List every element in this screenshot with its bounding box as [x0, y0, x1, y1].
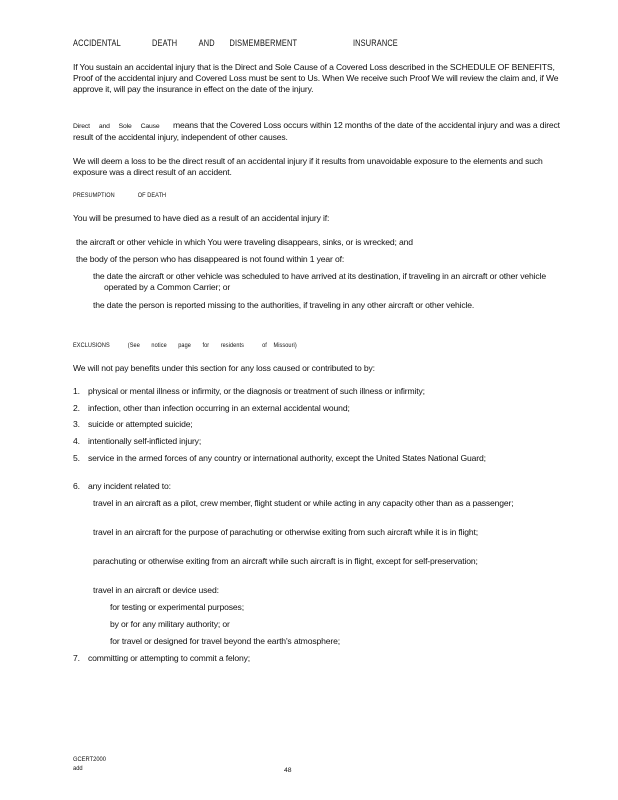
presumption-lead: You will be presumed to have died as a result of an accidental injury if:	[73, 213, 330, 223]
subsubitem-text: for testing or experimental purposes;	[110, 602, 244, 612]
definition-term: Cause	[140, 123, 160, 130]
deemed-paragraph: We will deem a loss to be the direct result of an accidental injury if it results from unavoidable exposure to the elements and such exposure was a direct result of an accident.	[73, 156, 543, 177]
heading-word: OF DEATH	[137, 192, 167, 199]
item-number: 4.	[73, 436, 80, 446]
exclusion-item	[73, 453, 576, 464]
heading-word: PRESUMPTION	[73, 192, 115, 199]
item-text: any incident related to:	[88, 481, 171, 491]
definition-term: Sole	[118, 123, 132, 130]
presumption-subitem	[90, 300, 572, 311]
item-text: service in the armed forces of any country or international authority, except the United States National Guard;	[88, 453, 486, 463]
presumption-item	[73, 237, 561, 248]
definition-term: and	[98, 123, 110, 130]
title-word: ACCIDENTAL	[73, 38, 121, 48]
heading-word: notice	[151, 342, 167, 349]
exclusion-subitem	[90, 498, 572, 509]
item-text: suicide or attempted suicide;	[88, 419, 193, 429]
exclusion-subsubitem	[107, 636, 557, 647]
subitem-text: travel in an aircraft as a pilot, crew member, flight student or while acting in any capacity other than as a passenger;	[93, 498, 514, 508]
definition-term: Direct	[73, 123, 90, 130]
item-number: 1.	[73, 386, 80, 396]
presumption-subitem	[90, 271, 572, 293]
item-number: 2.	[73, 403, 80, 413]
item-number: 3.	[73, 419, 80, 429]
exclusion-subitem	[90, 556, 572, 567]
title-word: DEATH	[152, 38, 178, 48]
exclusion-subitem	[90, 527, 572, 538]
heading-word: (See	[127, 342, 140, 349]
footer-form: GCERT2000	[73, 756, 106, 763]
presumption-subitem-text: the date the aircraft or other vehicle was scheduled to have arrived at its destination, if traveling in an aircraft or other vehicle operated by a Common Carrier; or	[93, 271, 546, 292]
intro-paragraph: If You sustain an accidental injury that is the Direct and Sole Cause of a Covered Loss described in the SCHEDULE OF BENEFITS, Proof of the accidental injury and Covered Loss must be sent to Us. When We receive such Proof We will review the claim and, if We approve it, will pay the insurance in effect on the date of the injury.	[73, 62, 559, 94]
footer-form-id	[73, 755, 106, 773]
heading-word: EXCLUSIONS	[73, 342, 110, 349]
page-number: 48	[284, 767, 292, 774]
exclusion-subsubitem	[107, 602, 557, 613]
footer-code: add	[73, 765, 83, 772]
subitem-text: parachuting or otherwise exiting from an aircraft while such aircraft is in flight, except for self-preservation;	[93, 556, 478, 566]
exclusion-item	[73, 481, 561, 492]
exclusion-item	[73, 403, 561, 414]
item-number: 6.	[73, 481, 80, 491]
title-word: DISMEMBERMENT	[229, 38, 298, 48]
presumption-heading	[73, 192, 166, 199]
presumption-item	[73, 254, 561, 265]
item-text: intentionally self-inflicted injury;	[88, 436, 202, 446]
exclusion-item	[73, 386, 561, 397]
presumption-item-text: the body of the person who has disappeared is not found within 1 year of:	[76, 254, 345, 264]
exclusion-subsubitem	[107, 619, 557, 630]
title-word: INSURANCE	[352, 38, 398, 48]
item-text: infection, other than infection occurring in an external accidental wound;	[88, 403, 350, 413]
item-number: 7.	[73, 653, 80, 663]
exclusion-subitem	[90, 585, 572, 596]
presumption-item-text: the aircraft or other vehicle in which You were traveling disappears, sinks, or is wrecked; and	[76, 237, 413, 247]
exclusions-lead: We will not pay benefits under this section for any loss caused or contributed to by:	[73, 363, 375, 373]
exclusion-item	[73, 419, 561, 430]
section-title	[73, 38, 398, 48]
item-text: physical or mental illness or infirmity, or the diagnosis or treatment of such illness or infirmity;	[88, 386, 425, 396]
exclusions-heading	[73, 342, 297, 349]
heading-word: residents	[220, 342, 245, 349]
heading-word: for	[202, 342, 210, 349]
subitem-text: travel in an aircraft or device used:	[93, 585, 219, 595]
presumption-subitem-text: the date the person is reported missing to the authorities, if traveling in any other aircraft or other vehicle.	[93, 300, 475, 310]
subsubitem-text: by or for any military authority; or	[110, 619, 230, 629]
heading-word: page	[178, 342, 191, 349]
exclusion-item	[73, 653, 561, 664]
item-text: committing or attempting to commit a felony;	[88, 653, 250, 663]
subsubitem-text: for travel or designed for travel beyond the earth's atmosphere;	[110, 636, 340, 646]
title-word: AND	[198, 38, 215, 48]
item-number: 5.	[73, 453, 80, 463]
definition-text: means that the Covered Loss occurs within 12 months of the date of the accidental injury and was a direct result of the accidental injury, independent of other causes.	[73, 120, 560, 142]
heading-word: of	[262, 342, 267, 349]
heading-word: Missouri)	[273, 342, 297, 349]
subitem-text: travel in an aircraft for the purpose of parachuting or otherwise exiting from such aircraft while it is in flight;	[93, 527, 478, 537]
exclusion-item	[73, 436, 561, 447]
definition-paragraph	[73, 120, 561, 143]
